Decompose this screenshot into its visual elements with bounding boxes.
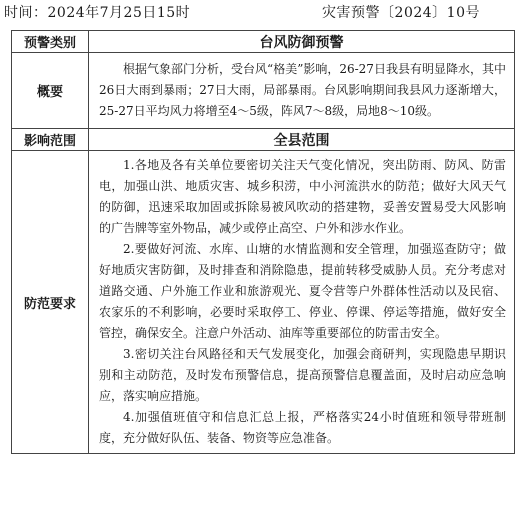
document-number: 灾害预警〔2024〕10号 bbox=[322, 5, 480, 21]
measure-item-3: 3.密切关注台风路径和天气发展变化，加强会商研判，实现隐患早期识别和主动防范，及时发布预警信息，提高预警信息覆盖面，及时启动应急响应，落实响应措施。 bbox=[99, 347, 506, 403]
issue-time: 时间：2024年7月25日15时 bbox=[4, 5, 191, 21]
category-label: 预警类别 bbox=[12, 31, 89, 53]
document-header bbox=[0, 0, 528, 26]
scope-value: 全县范围 bbox=[89, 129, 515, 151]
table-row-overview bbox=[12, 53, 515, 129]
table-row-category bbox=[12, 31, 515, 53]
measure-item-1: 1.各地及各有关单位要密切关注天气变化情况，突出防雨、防风、防雷电，加强山洪、地质灾害、城乡积涝，中小河流洪水的防范；做好大风天气的防御，迅速采取加固或拆除易被风吹动的搭建物，妥善安置易受大风影响的广告牌等室外物品，减少或停止高空、户外和涉水作业。 bbox=[99, 158, 506, 235]
overview-label: 概要 bbox=[12, 53, 89, 129]
measure-item-2: 2.要做好河流、水库、山塘的水情监测和安全管理，加强巡查防守；做好地质灾害防御，及时排查和消除隐患，提前转移受威胁人员。充分考虑对道路交通、户外施工作业和旅游观光、夏令营等户外群体性活动以及民宿、农家乐的不利影响，必要时采取停工、停业、停课、停运等措施，做好安全管控，确保安全。注意户外活动、油库等重要部位的防雷击安全。 bbox=[99, 242, 506, 340]
overview-cell bbox=[89, 53, 515, 129]
measure-item-4: 4.加强值班值守和信息汇总上报，严格落实24小时值班和领导带班制度，充分做好队伍、装备、物资等应急准备。 bbox=[99, 410, 506, 445]
overview-text: 根据气象部门分析，受台风“格美”影响，26-27日我县有明显降水，其中26日大雨到暴雨；27日大雨，局部暴雨。台风影响期间我县风力逐渐增大，25-27日平均风力将增至4～5级，阵风7～8级，局地8～10级。 bbox=[99, 62, 506, 118]
table-row-measures bbox=[12, 151, 515, 454]
table-row-scope bbox=[12, 129, 515, 151]
measures-cell bbox=[89, 151, 515, 454]
scope-label: 影响范围 bbox=[12, 129, 89, 151]
measures-label: 防范要求 bbox=[12, 151, 89, 454]
category-value: 台风防御预警 bbox=[89, 31, 515, 53]
warning-table bbox=[11, 30, 515, 454]
